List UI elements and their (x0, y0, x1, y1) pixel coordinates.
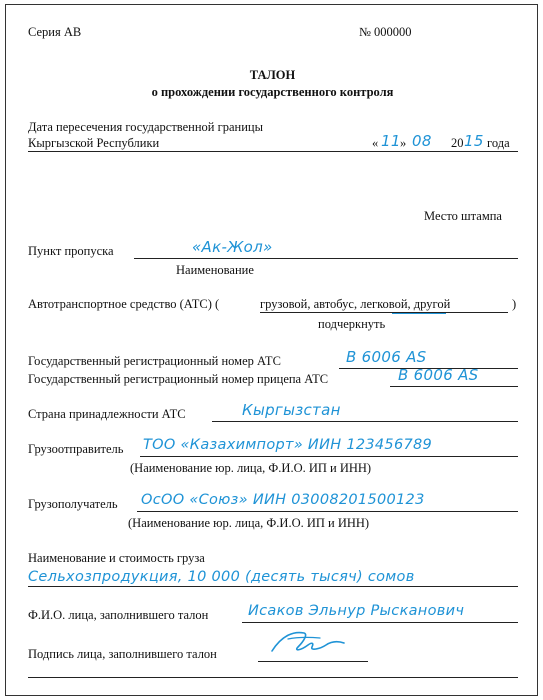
checkpoint-value: «Ак-Жол» (192, 238, 273, 256)
stamp-place-label: Место штампа (424, 209, 502, 223)
cargo-label: Наименование и стоимость груза (28, 551, 205, 565)
shipper-underline (140, 456, 518, 457)
vehicle-underline (260, 312, 508, 313)
trailer-reg-underline (390, 386, 518, 387)
vehicle-reg-value: B 6006 AS (346, 348, 427, 366)
signature-underline (258, 661, 368, 662)
crossing-day: 11 (381, 132, 401, 150)
crossing-year: 15 (464, 132, 484, 150)
country-value: Кыргызстан (242, 401, 341, 419)
consignee-label: Грузополучатель (28, 497, 118, 511)
crossing-label-line1: Дата пересечения государственной границы (28, 120, 264, 134)
quote-open: « (372, 136, 379, 150)
vehicle-label: Автотранспортное средство (АТС) ( (28, 297, 220, 311)
crossing-underline (28, 151, 518, 152)
vehicle-choice-mark (392, 313, 446, 314)
consignee-caption: (Наименование юр. лица, Ф.И.О. ИП и ИНН) (128, 516, 370, 530)
country-label: Страна принадлежности АТС (28, 407, 186, 421)
checkpoint-caption: Наименование (176, 263, 254, 277)
shipper-caption: (Наименование юр. лица, Ф.И.О. ИП и ИНН) (130, 461, 372, 475)
crossing-month: 08 (412, 132, 432, 150)
cargo-value: Сельхозпродукция, 10 000 (десять тысяч) сомов (28, 569, 415, 585)
signature-label: Подпись лица, заполнившего талон (28, 647, 217, 661)
series-label: Серия АВ (28, 25, 82, 39)
document-title: ТАЛОН (249, 68, 296, 82)
filler-value: Исаков Эльнур Рысканович (248, 603, 465, 619)
document-number: № 000000 (359, 25, 412, 39)
handwritten-signature (264, 625, 354, 659)
vehicle-reg-label: Государственный регистрационный номер АТС (28, 354, 281, 368)
cargo-underline (28, 586, 518, 587)
country-underline (212, 421, 518, 422)
year-word: года (487, 136, 510, 150)
consignee-underline (137, 511, 518, 512)
consignee-value: ОсОО «Союз» ИИН 03008201500123 (141, 492, 425, 508)
shipper-value: ТОО «Казахимпорт» ИИН 123456789 (143, 437, 433, 453)
document-subtitle: о прохождении государственного контроля (151, 85, 394, 99)
vehicle-options: грузовой, автобус, легковой, другой (260, 297, 451, 311)
bottom-line (28, 677, 518, 678)
checkpoint-label: Пункт пропуска (28, 244, 114, 258)
filler-label: Ф.И.О. лица, заполнившего талон (28, 608, 209, 622)
crossing-label-line2: Кыргызской Республики (28, 136, 160, 150)
year-prefix: 20 (451, 136, 464, 150)
trailer-reg-label: Государственный регистрационный номер прицепа АТС (28, 372, 329, 386)
checkpoint-underline (134, 258, 518, 259)
quote-close: » (400, 136, 407, 150)
talon-document (5, 4, 538, 696)
shipper-label: Грузоотправитель (28, 442, 124, 456)
filler-underline (242, 622, 518, 623)
trailer-reg-value: B 6006 AS (398, 366, 479, 384)
vehicle-caption: подчеркнуть (318, 317, 386, 331)
vehicle-close-paren: ) (512, 297, 517, 311)
